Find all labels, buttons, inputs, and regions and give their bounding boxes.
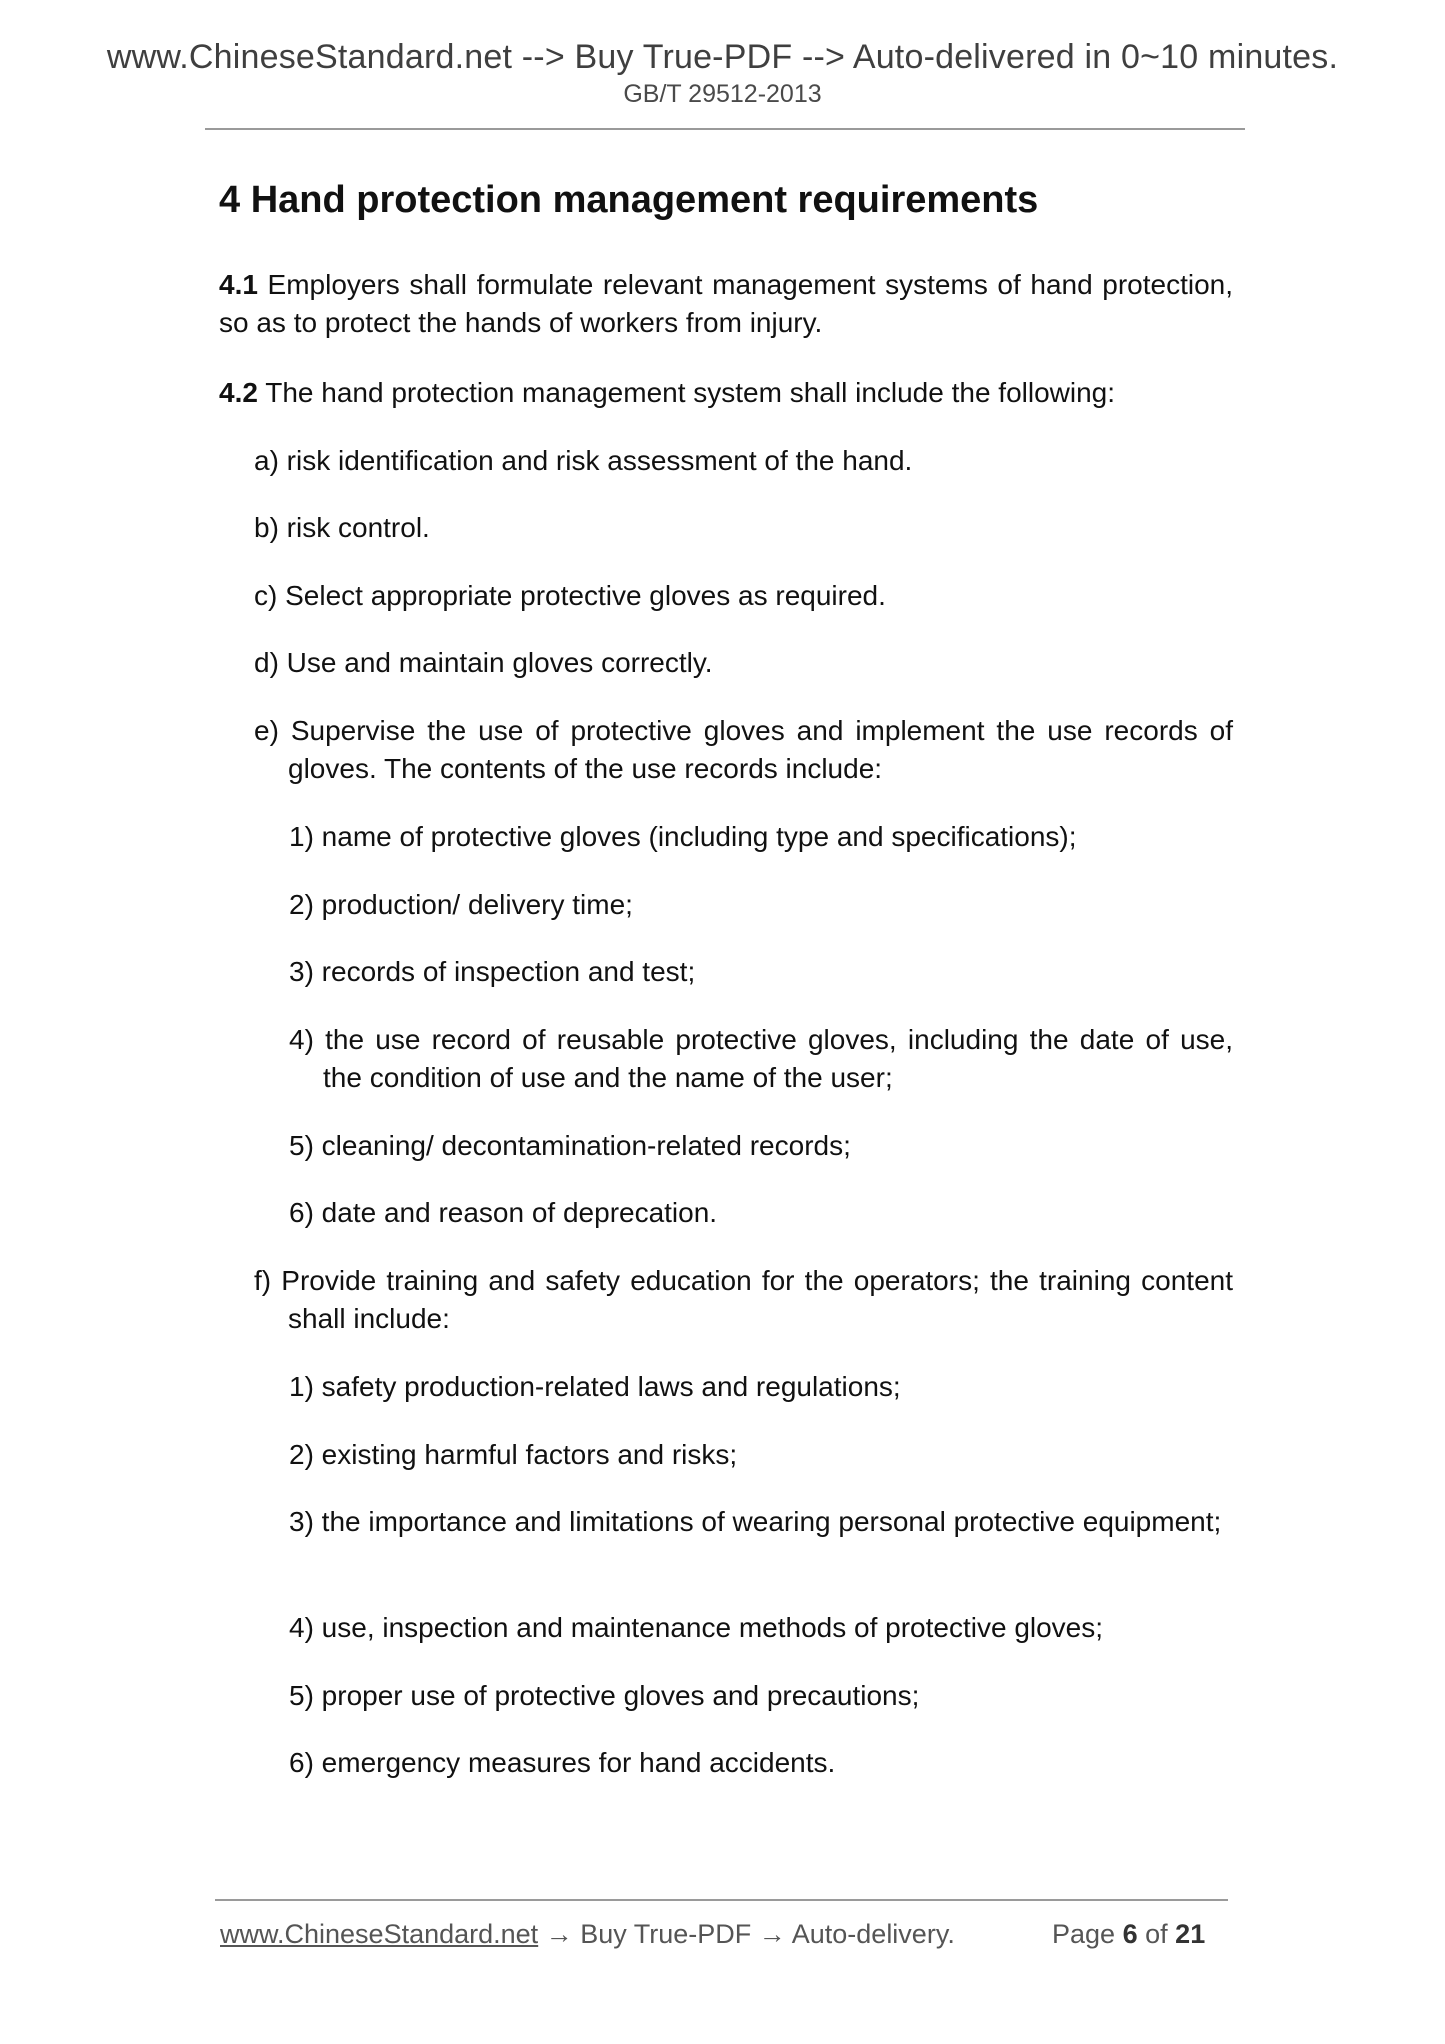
page-total: 21 <box>1175 1919 1206 1949</box>
sub-item-e-4: 4) the use record of reusable protective gloves, including the date of use, the condition of use and the name of the user; <box>289 1024 1233 1093</box>
header-divider <box>205 128 1245 130</box>
clause-text: The hand protection management system shall include the following: <box>265 377 1116 408</box>
header-url-line: www.ChineseStandard.net --> Buy True-PDF --> Auto-delivered in 0~10 minutes. <box>106 38 1339 76</box>
header-standard-code: GB/T 29512-2013 <box>623 80 822 108</box>
footer-site-link[interactable]: www.ChineseStandard.net <box>220 1919 539 1949</box>
page-of-label: of <box>1145 1919 1168 1949</box>
page-indicator <box>1052 1917 1205 1951</box>
list-item-e: e) Supervise the use of protective gloves and implement the use records of gloves. The contents of the use records include: <box>254 715 1233 784</box>
sub-item-e-5: 5) cleaning/ decontamination-related records; <box>289 1130 851 1161</box>
footer-promo-text: → Buy True-PDF → Auto-delivery. <box>538 1919 955 1949</box>
sub-item-e-2: 2) production/ delivery time; <box>289 889 633 920</box>
clause-number: 4.1 <box>219 269 258 300</box>
clause-text: Employers shall formulate relevant management systems of hand protection, so as to protect the hands of workers from injury. <box>219 269 1234 338</box>
sub-item-e-6: 6) date and reason of deprecation. <box>289 1197 718 1228</box>
list-item-f: f) Provide training and safety education for the operators; the training content shall include: <box>254 1265 1233 1334</box>
page-current: 6 <box>1122 1919 1138 1949</box>
list-item-a: a) risk identification and risk assessment of the hand. <box>254 445 913 476</box>
clause-4-1 <box>219 266 1233 342</box>
sub-item-f-1: 1) safety production-related laws and regulations; <box>289 1371 901 1402</box>
sub-item-e-1: 1) name of protective gloves (including type and specifications); <box>289 821 1077 852</box>
list-item-b: b) risk control. <box>254 512 430 543</box>
sub-item-f-6: 6) emergency measures for hand accidents. <box>289 1747 836 1778</box>
sub-item-e-3: 3) records of inspection and test; <box>289 956 696 987</box>
list-item-c: c) Select appropriate protective gloves as required. <box>254 580 886 611</box>
section-heading: 4 Hand protection management requirements <box>219 179 1039 221</box>
sub-item-f-4: 4) use, inspection and maintenance methods of protective gloves; <box>289 1612 1104 1643</box>
clause-4-2 <box>219 374 1233 412</box>
page-label: Page <box>1052 1919 1116 1949</box>
sub-item-f-5: 5) proper use of protective gloves and precautions; <box>289 1680 920 1711</box>
footer-divider <box>215 1899 1228 1901</box>
clause-number: 4.2 <box>219 377 258 408</box>
sub-item-f-3: 3) the importance and limitations of wearing personal protective equipment; <box>289 1506 1222 1537</box>
list-item-d: d) Use and maintain gloves correctly. <box>254 647 713 678</box>
footer-promo <box>220 1917 955 1951</box>
sub-item-f-2: 2) existing harmful factors and risks; <box>289 1439 738 1470</box>
